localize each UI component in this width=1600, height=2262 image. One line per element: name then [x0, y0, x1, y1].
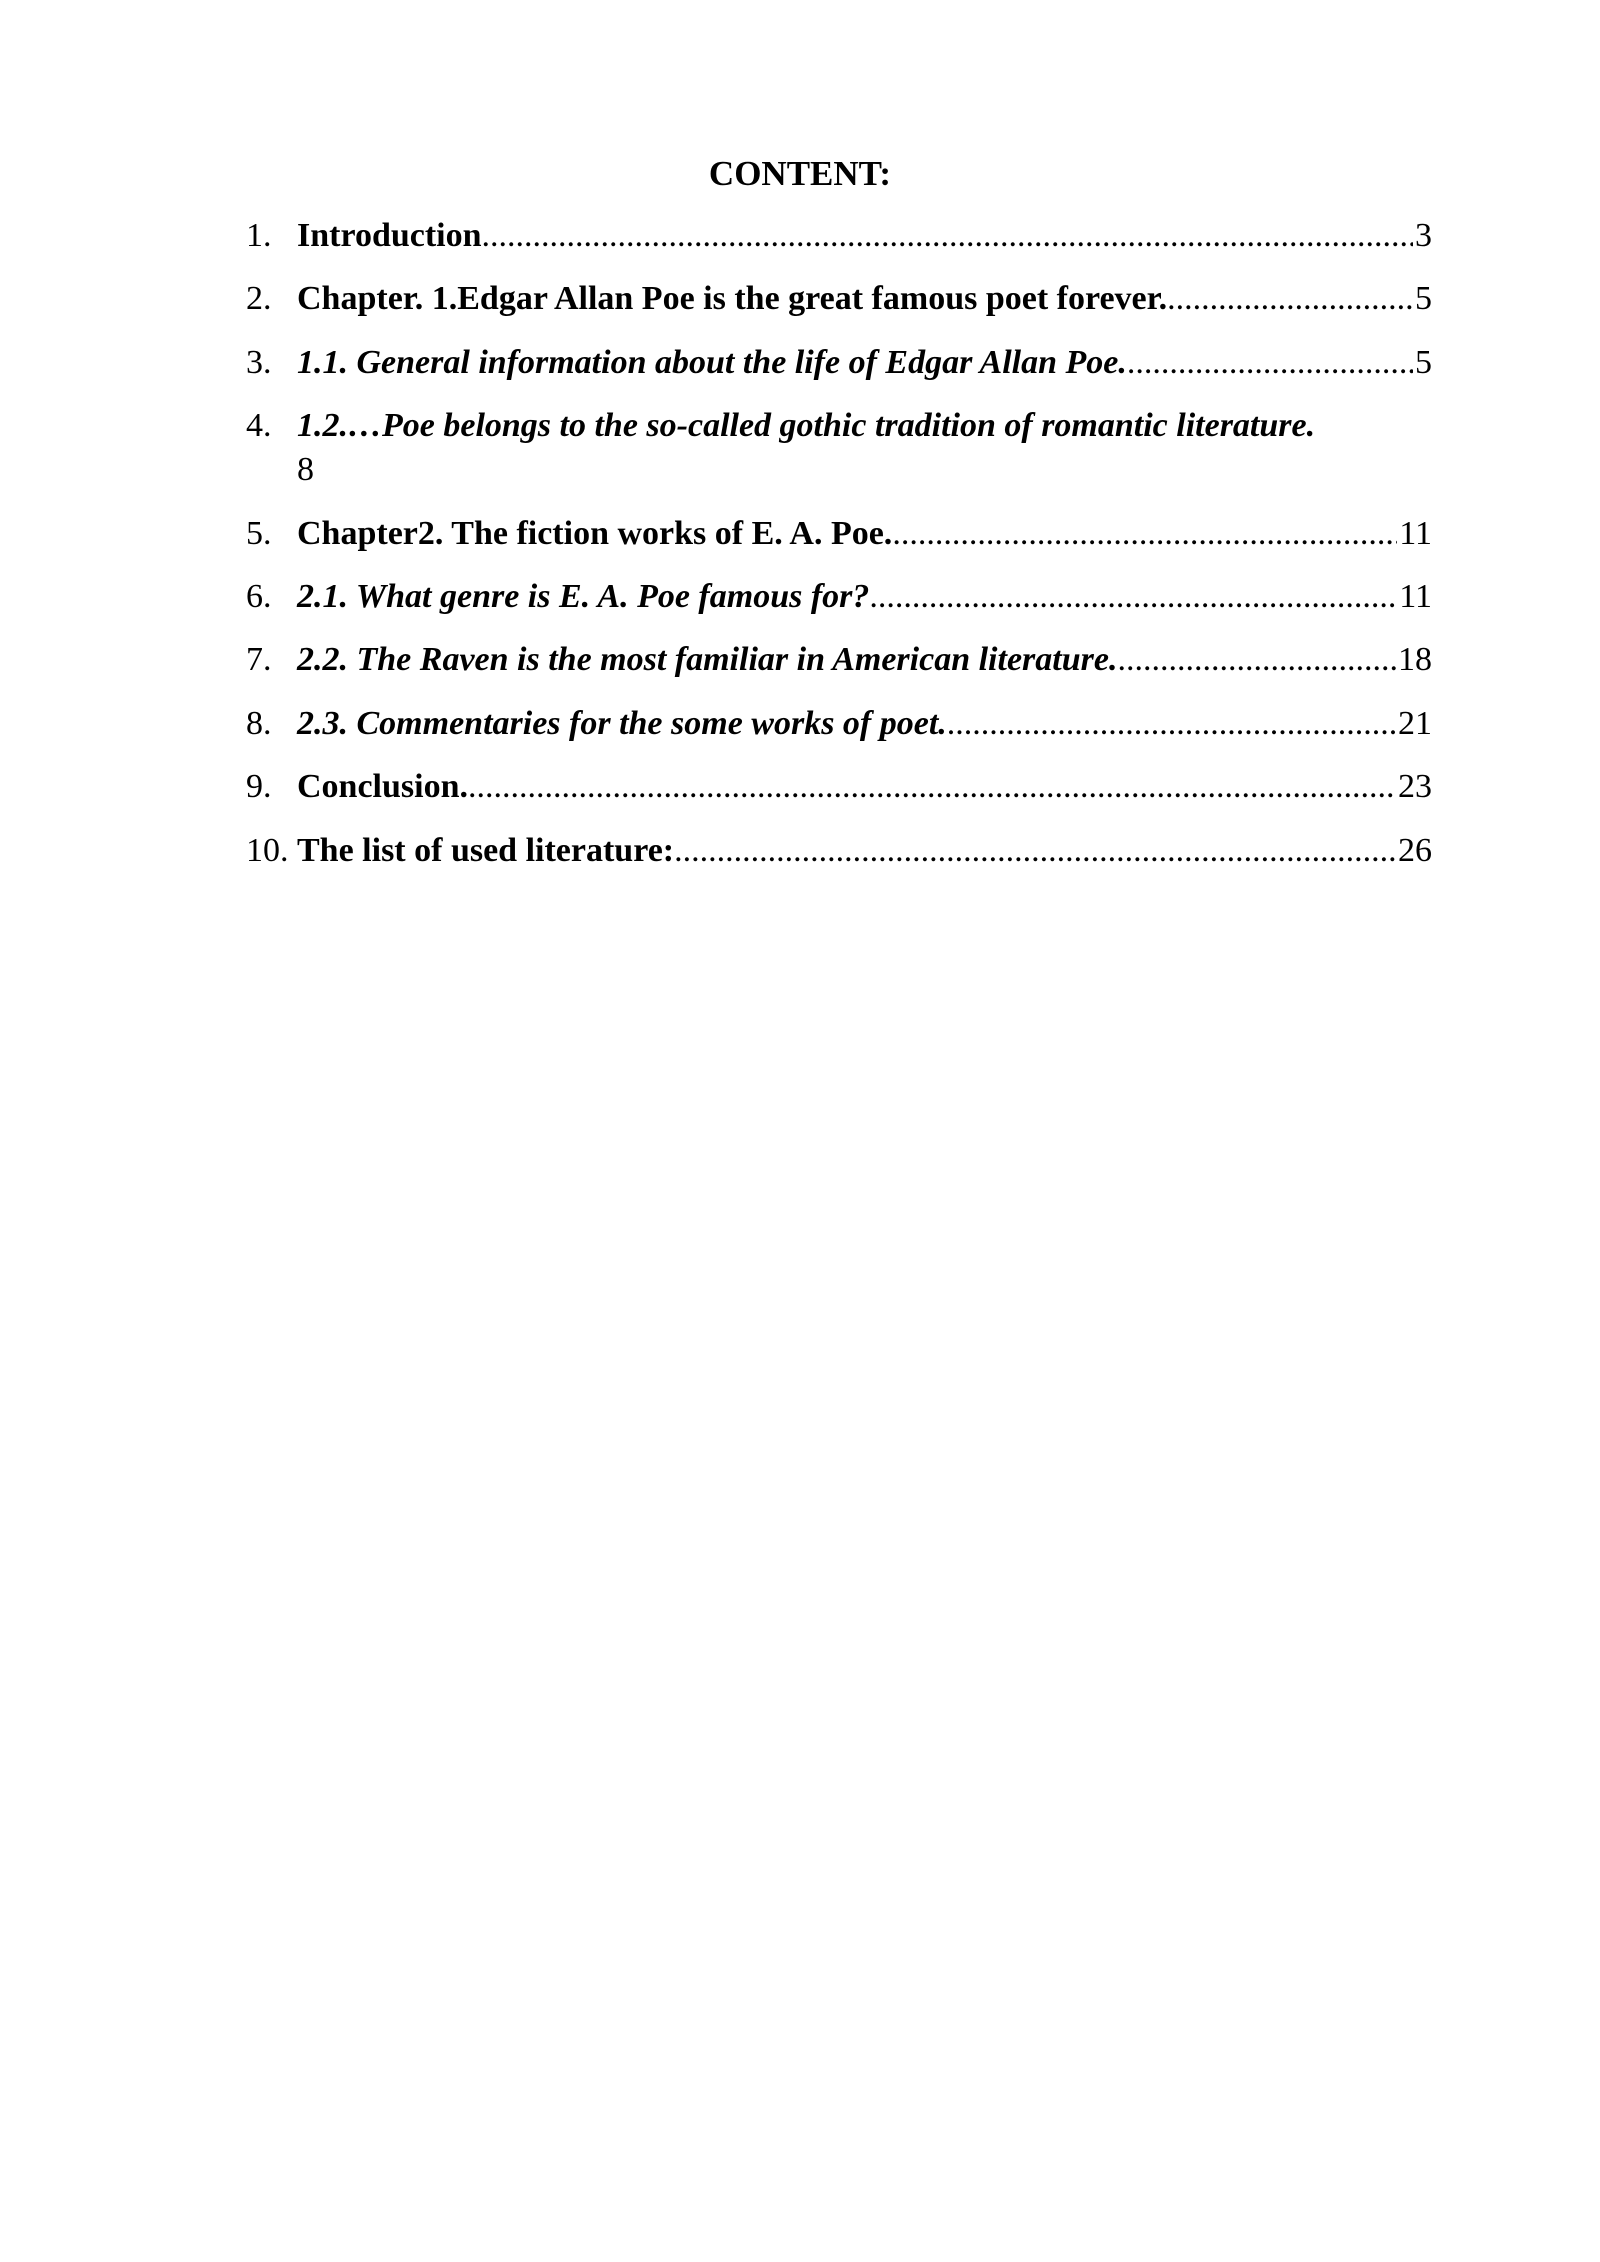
toc-title: CONTENT:: [708, 154, 892, 193]
toc-entry-page: 26: [1398, 831, 1432, 869]
toc-entry-title: 2.2. The Raven is the most familiar in American literature.: [297, 641, 1118, 679]
toc-entry-page: 5: [1415, 280, 1432, 318]
toc-entry-title: Chapter2. The fiction works of E. A. Poe.: [297, 514, 893, 552]
toc-entry-page: 3: [1415, 217, 1432, 254]
toc-entry-page: 18: [1398, 641, 1432, 679]
toc-entry-page: 11: [1399, 514, 1432, 552]
dot-leader: [482, 214, 1413, 258]
toc-entry-number: 7.: [246, 641, 272, 679]
toc-entry-number: 2.: [246, 280, 272, 318]
toc-entry[interactable]: [246, 277, 1432, 321]
toc-entry[interactable]: [246, 638, 1432, 682]
toc-entry-title: 1.2.…Poe belongs to the so-called gothic tradition of romantic literature.: [297, 407, 1316, 445]
toc-entry-number: 4.: [246, 407, 272, 445]
toc-entry-number: 9.: [246, 768, 272, 806]
toc-entry[interactable]: [246, 829, 1432, 873]
toc-entry-number: 8.: [246, 704, 272, 742]
toc-entry-page: 8: [297, 451, 314, 489]
toc-entry-title: 1.1. General information about the life of Edgar Allan Poe.: [297, 343, 1127, 381]
toc-entry-title: Introduction: [297, 217, 482, 254]
toc-entry-page: 21: [1398, 704, 1432, 742]
toc-entry-number: 10.: [246, 831, 289, 869]
toc-entry-page: 11: [1399, 577, 1432, 615]
toc-entry-page: 23: [1398, 768, 1432, 806]
toc-entry[interactable]: [246, 404, 1432, 492]
dot-leader: [1127, 341, 1413, 385]
toc-entry-title: 2.3. Commentaries for the some works of poet.: [297, 704, 947, 742]
toc-entry-number: 6.: [246, 577, 272, 615]
toc-entry[interactable]: [246, 702, 1432, 746]
toc-entry-number: 5.: [246, 514, 272, 552]
toc-entry-title: Chapter. 1.Edgar Allan Poe is the great famous poet forever.: [297, 280, 1168, 318]
dot-leader: [947, 702, 1396, 746]
dot-leader: [1117, 638, 1396, 682]
toc-entry[interactable]: [246, 512, 1432, 556]
toc-entry[interactable]: [246, 214, 1432, 258]
toc-entry[interactable]: [246, 341, 1432, 385]
toc-entry-title: The list of used literature:: [297, 831, 675, 869]
toc-entry-page: 5: [1415, 343, 1432, 381]
toc-entry-number: 3.: [246, 343, 272, 381]
dot-leader: [1167, 277, 1413, 321]
toc-entry[interactable]: [246, 575, 1432, 619]
dot-leader: [869, 575, 1397, 619]
toc-entry[interactable]: [246, 765, 1432, 809]
dot-leader: [892, 512, 1397, 556]
toc-entry-title: 2.1. What genre is E. A. Poe famous for?: [297, 577, 870, 615]
table-of-contents: [246, 214, 1432, 892]
dot-leader: [674, 829, 1396, 873]
toc-entry-title: Conclusion.: [297, 768, 468, 806]
toc-entry-number: 1.: [246, 217, 272, 254]
dot-leader: [468, 765, 1396, 809]
